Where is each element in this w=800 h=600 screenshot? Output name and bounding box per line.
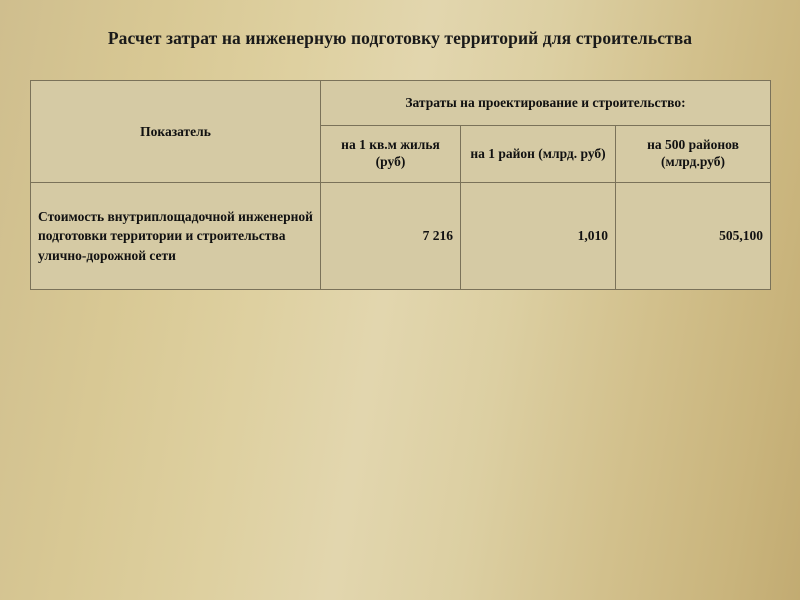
header-col-per-500-districts: на 500 районов (млрд.руб) bbox=[616, 126, 771, 183]
cost-table bbox=[30, 80, 771, 290]
row-value-per-500-districts: 505,100 bbox=[616, 183, 771, 290]
table-header-row-group bbox=[31, 81, 771, 126]
header-group-costs: Затраты на проектирование и строительство: bbox=[321, 81, 771, 126]
header-indicator: Показатель bbox=[31, 81, 321, 183]
page-title: Расчет затрат на инженерную подготовку территорий для строительства bbox=[107, 28, 693, 48]
row-value-per-sqm: 7 216 bbox=[321, 183, 461, 290]
row-value-per-district: 1,010 bbox=[461, 183, 616, 290]
row-label: Стоимость внутриплощадочной инженерной подготовки территории и строительства улично-дорожной сети bbox=[31, 183, 321, 290]
table-row bbox=[31, 183, 771, 290]
header-col-per-sqm: на 1 кв.м жилья (руб) bbox=[321, 126, 461, 183]
cost-table-container bbox=[30, 80, 770, 290]
header-col-per-district: на 1 район (млрд. руб) bbox=[461, 126, 616, 183]
